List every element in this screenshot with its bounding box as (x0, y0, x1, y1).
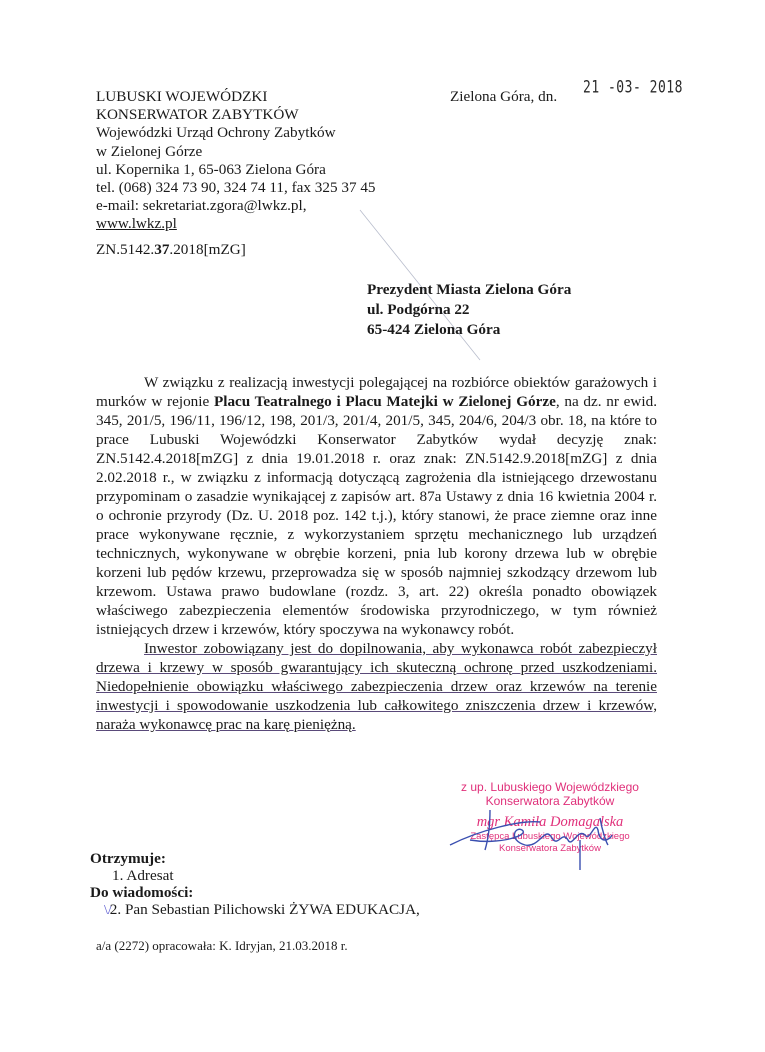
sender-line: Wojewódzki Urząd Ochrony Zabytków (96, 124, 336, 142)
paragraph-1-text: W związku z realizacją inwestycji polegającej na rozbiórce obiektów garażowych i murków w rejonie (96, 374, 657, 410)
recipient-address (367, 280, 571, 340)
cc-item: 2. Pan Sebastian Pilichowski ŻYWA EDUKACJA, (109, 901, 420, 918)
reference-case-number: 37 (154, 241, 170, 258)
stamp-title-2: Konserwatora Zabytków (499, 843, 601, 854)
sender-website-link[interactable]: www.lwkz.pl (96, 215, 177, 233)
receives-item: 1. Adresat (112, 867, 174, 884)
recipient-city: 65-424 Zielona Góra (367, 321, 501, 338)
sender-phone: tel. (068) 324 73 90, 324 74 11, fax 325 37 45 (96, 179, 376, 197)
paragraph-2 (96, 639, 657, 734)
stamp-line-2: Konserwatora Zabytków (485, 794, 615, 808)
date-stamp: 21 -03- 2018 (583, 78, 683, 98)
recipient-street: ul. Podgórna 22 (367, 301, 470, 318)
paragraph-1-text-cont: , na dz. nr ewid. 345, 201/5, 196/11, 196/12, 198, 201/3, 201/4, 201/5, 345, 204/6, 204/3 obr. 18, na które to prace Lubuski Wojewódzki Konserwator Zabytków wydał decyzję znak: ZN.5142.4.2018[mZG] z dnia 19.01.2018 r. oraz znak: ZN.5142.9.2018[mZG] z dnia 2.02.2018 r., w związku z informacją dotyczącą zagrożenia dla istniejącego drzewostanu przypominam o zasadzie wynikającej z zapisów art. 87a Ustawy z dnia 16 kwietnia 2004 r. o ochronie przyrody (Dz. U. 2018 poz. 142 t.j.), który stanowi, że prace ziemne oraz inne prace wykonywane ręcznie, z wykorzystaniem sprzętu mechanicznego lub urządzeń technicznych, wykonywane w obrębie korzeni, pnia lub korony drzewa lub w obrębie korzeni lub pędów krzewu, przeprowadza się w sposób najmniej szkodzący drzewom lub krzewom. Ustawa prawo budowlane (rozdz. 3, art. 22) określa ponadto obowiązek właściwego zabezpieczenia elementów środowiska przyrodniczego, w tym również istniejących drzew i krzewów, który spoczywa na wykonawcy robót. (96, 393, 657, 638)
stamp-title-1: Zastępca Lubuskiego Wojewódzkiego (470, 831, 630, 842)
sender-header (96, 88, 376, 234)
paragraph-1 (96, 373, 657, 639)
paragraph-2-underlined: Inwestor zobowiązany jest do dopilnowania, aby wykonawca robót zabezpieczył drzewa i krzewy w sposób gwarantujący ich skuteczną ochronę przed uszkodzeniami. Niedopełnienie obowiązku właściwego zabezpieczenia drzew oraz krzewów na terenie inwestycji i spowodowanie uszkodzenia lub całkowitego zniszczenia drzew i krzewów, naraża wykonawcę prac na karę pieniężną. (96, 640, 657, 733)
signature-icon (430, 790, 630, 870)
sender-line: LUBUSKI WOJEWÓDZKI (96, 88, 268, 105)
sender-line: KONSERWATOR ZABYTKÓW (96, 106, 299, 124)
reference-number (96, 241, 246, 259)
recipient-name: Prezydent Miasta Zielona Góra (367, 281, 572, 298)
prepared-by-footer: a/a (2272) opracowała: K. Idryjan, 21.03.2018 r. (96, 938, 348, 953)
cc-label: Do wiadomości: (90, 884, 194, 901)
sender-address: ul. Kopernika 1, 65-063 Zielona Góra (96, 160, 326, 178)
sender-email: e-mail: sekretariat.zgora@lwkz.pl, (96, 197, 307, 215)
stamp-line-1: z up. Lubuskiego Wojewódzkiego (461, 780, 639, 794)
checkmark-icon: \/ (104, 903, 112, 918)
location-bold: Placu Teatralnego i Placu Matejki w Zielonej Górze (213, 393, 556, 410)
letter-body (96, 373, 657, 734)
distribution-list (90, 850, 420, 919)
sender-line: w Zielonej Górze (96, 142, 203, 160)
reference-suffix: .2018[mZG] (169, 241, 246, 258)
receives-label: Otrzymuje: (90, 850, 166, 867)
stamp-name: mgr Kamila Domagalska (476, 814, 624, 830)
place-label: Zielona Góra, dn. (450, 88, 558, 105)
reference-prefix: ZN.5142. (96, 241, 155, 258)
